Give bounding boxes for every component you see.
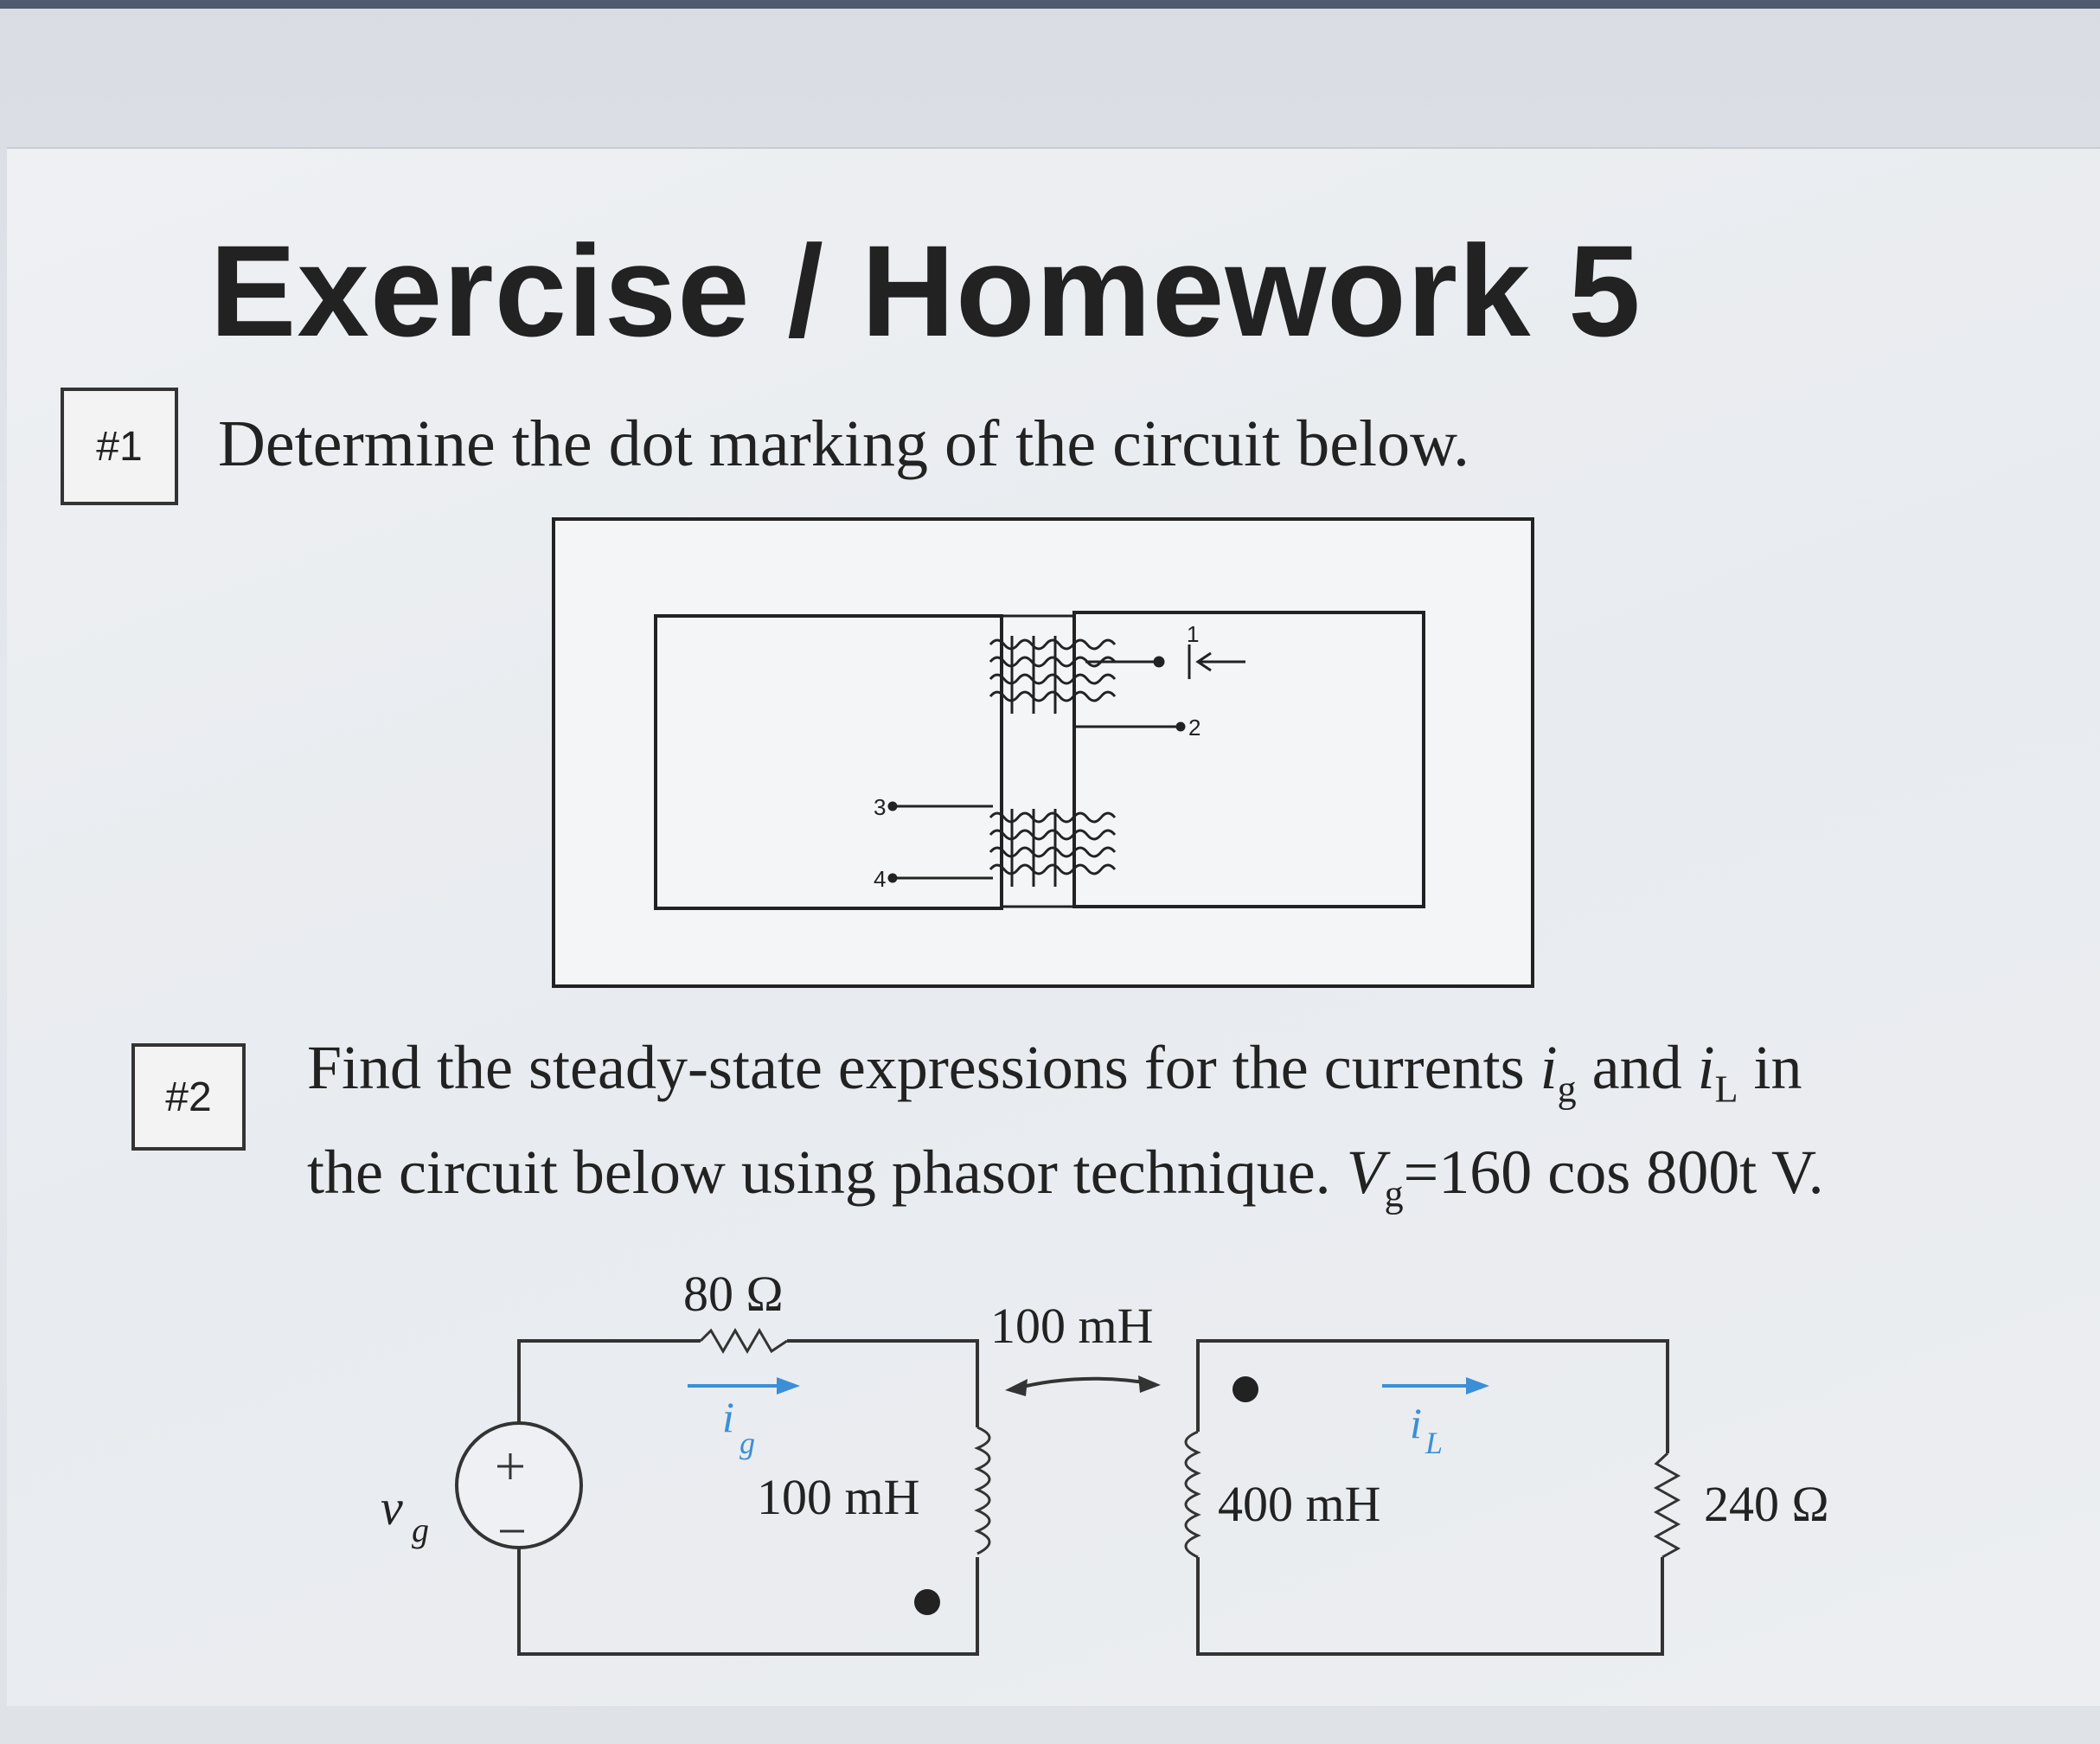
circuit-labels (381, 1266, 1829, 1549)
resistor-80 (701, 1330, 787, 1351)
terminal-1-dot (1154, 657, 1164, 667)
terminal-1-label: 1 (1187, 621, 1200, 647)
ig-label-sub: g (739, 1426, 755, 1460)
problem-2-line1-a: Find the steady-state expressions for the currents (307, 1033, 1540, 1102)
transformer-diagram (554, 519, 1533, 986)
left-top-wire (519, 1341, 701, 1440)
left-polarity-dot (914, 1589, 940, 1615)
terminal-4-label: 4 (874, 866, 887, 892)
inductor-100mh (977, 1427, 989, 1554)
ig-subscript: g (1557, 1068, 1577, 1111)
source-label-sub: g (412, 1510, 429, 1549)
diagram-1-frame (554, 519, 1533, 986)
current-labels (722, 1393, 1443, 1460)
voltage-source (457, 1423, 581, 1548)
right-bottom-wire (1198, 1557, 1662, 1654)
source-label: v (381, 1479, 403, 1536)
vg-symbol: V (1346, 1138, 1385, 1208)
mutual-label: 100 mH (990, 1298, 1154, 1354)
il-subscript: L (1714, 1068, 1738, 1111)
resistor-240 (1656, 1453, 1678, 1557)
problem-2-line2-b: =160 cos 800t V. (1403, 1138, 1824, 1208)
inductor-400mh (1186, 1432, 1198, 1557)
r1-label: 80 Ω (683, 1266, 784, 1322)
ig-label: i (722, 1393, 734, 1441)
terminal-4-dot (888, 874, 897, 882)
problem-1-tag: #1 (61, 388, 178, 505)
il-label-sub: L (1425, 1426, 1444, 1460)
l2-label: 400 mH (1218, 1476, 1381, 1532)
il-symbol: i (1697, 1033, 1715, 1102)
vg-subscript: g (1384, 1172, 1404, 1215)
problem-2-line1-b: in (1738, 1033, 1802, 1102)
il-label: i (1410, 1399, 1422, 1447)
terminal-3-dot (888, 802, 897, 811)
left-top-wire-right (787, 1341, 977, 1427)
ig-symbol: i (1540, 1033, 1558, 1102)
l1-label: 100 mH (757, 1469, 920, 1525)
terminal-2-label: 2 (1188, 715, 1201, 741)
and-word: and (1576, 1033, 1698, 1102)
r2-label: 240 Ω (1704, 1476, 1829, 1532)
left-bottom-wire (519, 1531, 977, 1654)
terminal-3-label: 3 (874, 794, 887, 820)
page-title: Exercise / Homework 5 (209, 218, 1642, 363)
problem-2-line2-a: the circuit below using phasor technique. (307, 1138, 1347, 1208)
terminal-2-dot (1176, 722, 1185, 731)
mutual-arrow (1005, 1375, 1161, 1396)
right-polarity-dot (1232, 1376, 1258, 1402)
problem-1-text: Determine the dot marking of the circuit below. (218, 407, 1470, 480)
problem-2-tag: #2 (131, 1043, 246, 1151)
